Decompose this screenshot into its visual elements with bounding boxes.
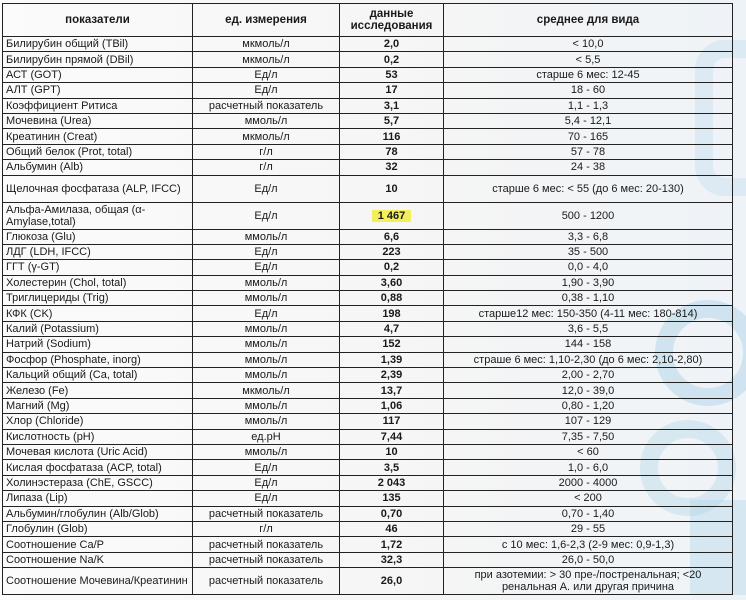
reference-range: 12,0 - 39,0 <box>444 383 733 398</box>
unit-cell: ммоль/л <box>193 291 340 306</box>
result-value: 4,7 <box>340 321 444 336</box>
table-row <box>3 275 733 290</box>
parameter-name: Фосфор (Phosphate, inorg) <box>3 352 193 367</box>
parameter-name: Соотношение Ca/P <box>3 537 193 552</box>
parameter-name: Калий (Potassium) <box>3 321 193 336</box>
reference-range: 144 - 158 <box>444 337 733 352</box>
table-row <box>3 429 733 444</box>
unit-cell: расчетный показатель <box>193 537 340 552</box>
reference-range: 1,90 - 3,90 <box>444 275 733 290</box>
unit-cell: Ед/л <box>193 460 340 475</box>
unit-cell: мкмоль/л <box>193 37 340 52</box>
parameter-name: АЛТ (GPT) <box>3 83 193 98</box>
table-row <box>3 129 733 144</box>
unit-cell: ммоль/л <box>193 337 340 352</box>
parameter-name: Коэффициент Ритиса <box>3 98 193 113</box>
reference-range: 1,1 - 1,3 <box>444 98 733 113</box>
result-value: 1,72 <box>340 537 444 552</box>
parameter-name: Креатинин (Creat) <box>3 129 193 144</box>
result-value: 3,60 <box>340 275 444 290</box>
result-value: 198 <box>340 306 444 321</box>
header-unit: ед. измерения <box>193 4 340 37</box>
table-row <box>3 202 733 229</box>
result-value: 78 <box>340 144 444 159</box>
result-value: 5,7 <box>340 113 444 128</box>
parameter-name: Билирубин прямой (DBil) <box>3 52 193 67</box>
unit-cell: ед.pH <box>193 429 340 444</box>
table-row <box>3 160 733 175</box>
reference-range: 57 - 78 <box>444 144 733 159</box>
reference-range: 2,00 - 2,70 <box>444 368 733 383</box>
result-value: 0,2 <box>340 52 444 67</box>
unit-cell: Ед/л <box>193 260 340 275</box>
unit-cell: мкмоль/л <box>193 383 340 398</box>
reference-range: 0,80 - 1,20 <box>444 398 733 413</box>
unit-cell: Ед/л <box>193 202 340 229</box>
unit-cell: г/л <box>193 521 340 536</box>
result-value: 0,88 <box>340 291 444 306</box>
table-row <box>3 67 733 82</box>
parameter-name: ЛДГ (LDH, IFCC) <box>3 244 193 259</box>
table-row <box>3 175 733 202</box>
parameter-name: Триглицериды (Trig) <box>3 291 193 306</box>
reference-range: 0,0 - 4,0 <box>444 260 733 275</box>
unit-cell: ммоль/л <box>193 113 340 128</box>
reference-range: 70 - 165 <box>444 129 733 144</box>
parameter-name: Холестерин (Chol, total) <box>3 275 193 290</box>
parameter-name: Соотношение Мочевина/Креатинин <box>3 568 193 595</box>
reference-range: при азотемии: > 30 пре-/постренальная; <20 ренальная А. или другая причина <box>444 568 733 595</box>
reference-range: 5,4 - 12,1 <box>444 113 733 128</box>
reference-range: старше 6 мес: < 55 (до 6 мес: 20-130) <box>444 175 733 202</box>
result-value: 32,3 <box>340 552 444 567</box>
unit-cell: Ед/л <box>193 83 340 98</box>
unit-cell: Ед/л <box>193 244 340 259</box>
unit-cell: расчетный показатель <box>193 568 340 595</box>
parameter-name: Мочевина (Urea) <box>3 113 193 128</box>
result-value: 6,6 <box>340 229 444 244</box>
unit-cell: мкмоль/л <box>193 129 340 144</box>
parameter-name: Глюкоза (Glu) <box>3 229 193 244</box>
unit-cell: ммоль/л <box>193 275 340 290</box>
unit-cell: ммоль/л <box>193 321 340 336</box>
header-reference: среднее для вида <box>444 4 733 37</box>
reference-range: страше 6 мес: 1,10-2,30 (до 6 мес: 2,10-2,80) <box>444 352 733 367</box>
result-value: 1,06 <box>340 398 444 413</box>
result-value: 53 <box>340 67 444 82</box>
biochemistry-results-table <box>2 3 733 595</box>
parameter-name: Натрий (Sodium) <box>3 337 193 352</box>
result-value: 2,39 <box>340 368 444 383</box>
table-row <box>3 552 733 567</box>
table-row <box>3 537 733 552</box>
table-row <box>3 291 733 306</box>
result-value: 3,1 <box>340 98 444 113</box>
result-value: 26,0 <box>340 568 444 595</box>
parameter-name: КФК (CK) <box>3 306 193 321</box>
table-row <box>3 37 733 52</box>
parameter-name: Соотношение Na/K <box>3 552 193 567</box>
reference-range: старше12 мес: 150-350 (4-11 мес: 180-814) <box>444 306 733 321</box>
result-value: 135 <box>340 491 444 506</box>
table-row <box>3 506 733 521</box>
reference-range: 3,6 - 5,5 <box>444 321 733 336</box>
unit-cell: расчетный показатель <box>193 506 340 521</box>
table-row <box>3 337 733 352</box>
table-body <box>3 37 733 595</box>
result-value: 10 <box>340 175 444 202</box>
table-row <box>3 521 733 536</box>
result-value: 10 <box>340 444 444 459</box>
parameter-name: Липаза (Lip) <box>3 491 193 506</box>
result-value: 13,7 <box>340 383 444 398</box>
result-value: 46 <box>340 521 444 536</box>
unit-cell: ммоль/л <box>193 414 340 429</box>
parameter-name: Хлор (Chloride) <box>3 414 193 429</box>
result-value <box>340 202 444 229</box>
unit-cell: расчетный показатель <box>193 98 340 113</box>
unit-cell: ммоль/л <box>193 398 340 413</box>
table-row <box>3 83 733 98</box>
reference-range: старше 6 мес: 12-45 <box>444 67 733 82</box>
parameter-name: Кислотность (pH) <box>3 429 193 444</box>
result-value: 2 043 <box>340 475 444 490</box>
parameter-name: Альбумин (Alb) <box>3 160 193 175</box>
unit-cell: Ед/л <box>193 175 340 202</box>
table-row <box>3 414 733 429</box>
reference-range: 0,38 - 1,10 <box>444 291 733 306</box>
result-value: 152 <box>340 337 444 352</box>
table-row <box>3 229 733 244</box>
reference-range: 3,3 - 6,8 <box>444 229 733 244</box>
unit-cell: расчетный показатель <box>193 552 340 567</box>
reference-range: 18 - 60 <box>444 83 733 98</box>
reference-range: < 60 <box>444 444 733 459</box>
result-value: 1,39 <box>340 352 444 367</box>
unit-cell: г/л <box>193 144 340 159</box>
reference-range: 7,35 - 7,50 <box>444 429 733 444</box>
reference-range: 1,0 - 6,0 <box>444 460 733 475</box>
unit-cell: г/л <box>193 160 340 175</box>
table-row <box>3 113 733 128</box>
unit-cell: Ед/л <box>193 306 340 321</box>
reference-range: 500 - 1200 <box>444 202 733 229</box>
parameter-name: Кислая фосфатаза (ACP, total) <box>3 460 193 475</box>
unit-cell: Ед/л <box>193 475 340 490</box>
result-value: 32 <box>340 160 444 175</box>
unit-cell: ммоль/л <box>193 368 340 383</box>
parameter-name: Кальций общий (Ca, total) <box>3 368 193 383</box>
header-param: показатели <box>3 4 193 37</box>
table-row <box>3 52 733 67</box>
table-row <box>3 398 733 413</box>
parameter-name: Мочевая кислота (Uric Acid) <box>3 444 193 459</box>
table-row <box>3 98 733 113</box>
unit-cell: ммоль/л <box>193 229 340 244</box>
highlighted-value: 1 467 <box>372 210 412 222</box>
result-value: 17 <box>340 83 444 98</box>
parameter-name: АСТ (GOT) <box>3 67 193 82</box>
unit-cell: Ед/л <box>193 491 340 506</box>
result-value: 3,5 <box>340 460 444 475</box>
parameter-name: Глобулин (Glob) <box>3 521 193 536</box>
result-value: 7,44 <box>340 429 444 444</box>
unit-cell: Ед/л <box>193 67 340 82</box>
result-value: 117 <box>340 414 444 429</box>
reference-range: < 10,0 <box>444 37 733 52</box>
result-value: 2,0 <box>340 37 444 52</box>
table-row <box>3 321 733 336</box>
unit-cell: мкмоль/л <box>193 52 340 67</box>
parameter-name: Билирубин общий (TBil) <box>3 37 193 52</box>
table-row <box>3 352 733 367</box>
table-row <box>3 260 733 275</box>
reference-range: 107 - 129 <box>444 414 733 429</box>
parameter-name: Железо (Fe) <box>3 383 193 398</box>
table-row <box>3 144 733 159</box>
unit-cell: ммоль/л <box>193 352 340 367</box>
result-value: 0,70 <box>340 506 444 521</box>
reference-range: < 5,5 <box>444 52 733 67</box>
table-row <box>3 475 733 490</box>
header-value: данные исследования <box>340 4 444 37</box>
table-row <box>3 460 733 475</box>
table-row <box>3 306 733 321</box>
reference-range: 29 - 55 <box>444 521 733 536</box>
reference-range: 2000 - 4000 <box>444 475 733 490</box>
result-value: 0,2 <box>340 260 444 275</box>
parameter-name: Холинэстераза (ChE, GSCC) <box>3 475 193 490</box>
parameter-name: Общий белок (Prot, total) <box>3 144 193 159</box>
reference-range: с 10 мес: 1,6-2,3 (2-9 мес: 0,9-1,3) <box>444 537 733 552</box>
table-row <box>3 368 733 383</box>
result-value: 116 <box>340 129 444 144</box>
table-row <box>3 383 733 398</box>
table-row <box>3 244 733 259</box>
parameter-name: Магний (Mg) <box>3 398 193 413</box>
table-row <box>3 444 733 459</box>
reference-range: 24 - 38 <box>444 160 733 175</box>
reference-range: 0,70 - 1,40 <box>444 506 733 521</box>
parameter-name: Альбумин/глобулин (Alb/Glob) <box>3 506 193 521</box>
parameter-name: ГГТ (γ-GT) <box>3 260 193 275</box>
parameter-name: Щелочная фосфатаза (ALP, IFCC) <box>3 175 193 202</box>
result-value: 223 <box>340 244 444 259</box>
reference-range: 26,0 - 50,0 <box>444 552 733 567</box>
table-row <box>3 491 733 506</box>
table-row <box>3 568 733 595</box>
reference-range: 35 - 500 <box>444 244 733 259</box>
parameter-name: Альфа-Амилаза, общая (α-Amylase,total) <box>3 202 193 229</box>
reference-range: < 200 <box>444 491 733 506</box>
table-header-row <box>3 4 733 37</box>
unit-cell: ммоль/л <box>193 444 340 459</box>
